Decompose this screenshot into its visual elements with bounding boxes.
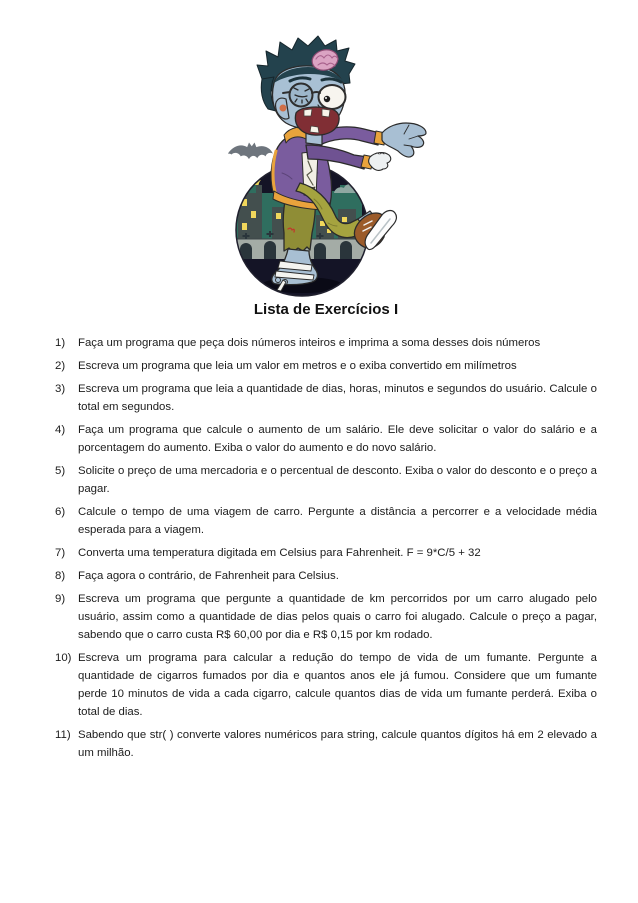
- zombie-hand: [382, 123, 426, 157]
- item-text: Faça um programa que calcule o aumento de um salário. Ele deve solicitar o valor do salário e a porcentagem do aumento. Exiba o valor do aumento e do novo salário.: [78, 424, 597, 454]
- list-item: [55, 649, 597, 721]
- list-item: [55, 421, 597, 457]
- list-item: [55, 726, 597, 762]
- page-title: Lista de Exercícios I: [253, 301, 399, 318]
- list-item: [55, 334, 597, 352]
- list-item: [55, 544, 597, 562]
- zombie-illustration: [55, 33, 597, 297]
- item-number: 8): [55, 570, 66, 582]
- open-eye: [324, 96, 330, 102]
- item-text: Sabendo que str( ) converte valores numéricos para string, calcule quantos dígitos há em 2 elevado a um milhão.: [78, 729, 597, 759]
- list-item: [55, 380, 597, 416]
- zombie-mouth: [295, 107, 339, 135]
- item-number: 9): [55, 593, 66, 605]
- item-number: 3): [55, 383, 66, 395]
- item-text: Faça agora o contrário, de Fahrenheit para Celsius.: [78, 570, 339, 582]
- list-item: [55, 567, 597, 585]
- item-number: 7): [55, 547, 66, 559]
- zombie-illustration-svg: [228, 33, 442, 297]
- item-number: 1): [55, 337, 66, 349]
- list-item: [55, 357, 597, 375]
- item-text: Escreva um programa que leia um valor em metros e o exiba convertido em milímetros: [78, 360, 517, 372]
- exercise-list: [55, 334, 597, 762]
- list-item: [55, 462, 597, 498]
- item-number: 5): [55, 465, 66, 477]
- item-number: 11): [55, 729, 71, 741]
- item-number: 6): [55, 506, 66, 518]
- item-text: Escreva um programa para calcular a redução do tempo de vida de um fumante. Pergunte a quantidade de cigarros fumados por dia e quantos anos ele já fumou. Considere que um fumante perde 10 minutos de vida a cada cigarro, calcule quantos dias de vida um fumante perderá. Exiba o total de dias.: [78, 652, 597, 718]
- item-text: Solicite o preço de uma mercadoria e o percentual de desconto. Exiba o valor do desconto e o preço a pagar.: [78, 465, 597, 495]
- item-text: Converta uma temperatura digitada em Celsius para Fahrenheit. F = 9*C/5 + 32: [78, 547, 481, 559]
- list-item: [55, 503, 597, 539]
- item-number: 2): [55, 360, 66, 372]
- item-number: 4): [55, 424, 66, 436]
- item-text: Calcule o tempo de uma viagem de carro. Pergunte a distância a percorrer e a velocidade média esperada para a viagem.: [78, 506, 597, 536]
- item-text: Escreva um programa que pergunte a quantidade de km percorridos por um carro alugado pelo usuário, assim como a quantidade de dias pelos quais o carro foi alugado. Calcule o preço a pagar, sabendo que o carro custa R$ 60,00 por dia e R$ 0,15 por km rodado.: [78, 593, 597, 641]
- list-item: [55, 590, 597, 644]
- bat-icon: [228, 143, 273, 160]
- item-text: Faça um programa que peça dois números inteiros e imprima a soma desses dois números: [78, 337, 541, 349]
- item-number: 10): [55, 652, 72, 664]
- item-text: Escreva um programa que leia a quantidade de dias, horas, minutos e segundos do usuário. Calcule o total em segundos.: [78, 383, 597, 413]
